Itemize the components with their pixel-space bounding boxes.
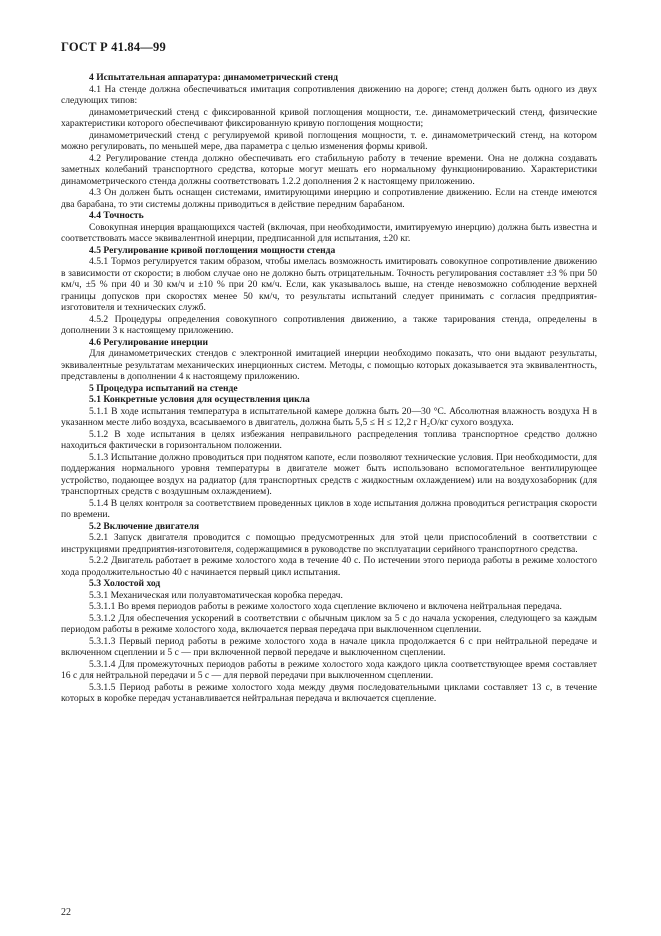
section-heading: 4.4 Точность — [89, 210, 144, 221]
paragraph: 4.3 Он должен быть оснащен системами, имитирующими инерцию и сопротивление движению. Если на стенде имеются два барабана, то эти системы должны приводиться в действие передним барабаном. — [61, 187, 597, 210]
section-heading: 4.5 Регулирование кривой поглощения мощности стенда — [89, 244, 336, 256]
page-number: 22 — [61, 907, 71, 918]
section-heading: 4 Испытательная аппаратура: динамометрический стенд — [89, 72, 339, 83]
paragraph: 4.1 На стенде должна обеспечиваться имитация сопротивления движению на дороге; стенд должен быть одного из двух следующих типов: — [61, 83, 597, 106]
paragraph: 4.5.1 Тормоз регулируется таким образом, чтобы имелась возможность имитировать совокупное сопротивление движению в зависимости от скорости; в любом случае оно не должно быть отрицательным. Точность регулирования составляет ±3 % при 50 км/ч, ±5 % при 40 и 30 км/ч и ±10 % при 20 км/ч. Если, как указывалось выше, на стенде невозможно соблюдение верхней границы допусков при скоростях менее 50 км/ч, то результаты испытаний следует принимать с согласия предприятия-изготовителя и технических служб. — [61, 256, 597, 313]
paragraph: 5.3.1.1 Во время периодов работы в режиме холостого хода сцепление включено и включена нейтральная передача. — [89, 601, 562, 612]
paragraph: динамометрический стенд с регулируемой кривой поглощения мощности, т. е. динамометрический стенд, на котором можно регулировать, по меньшей мере, два параметра с целью изменения формы кривой. — [61, 129, 597, 152]
paragraph: 5.3.1.2 Для обеспечения ускорений в соответствии с обычным циклом за 5 с до начала ускорения, следующего за каждым периодом работы в режиме холостого хода, включается первая передача при выключенном сцеплении. — [61, 612, 597, 635]
section-heading: 4.6 Регулирование инерции — [89, 336, 209, 348]
paragraph: 5.3.1.5 Период работы в режиме холостого хода между двумя последовательными циклами составляет 13 с, в течение которых в коробке передач устанавливается нейтральная передача и включается сцепление. — [61, 681, 597, 704]
section-heading: 5.1 Конкретные условия для осуществления цикла — [89, 394, 310, 405]
paragraph: 5.3.1.4 Для промежуточных периодов работы в режиме холостого хода каждого цикла соответствующее время составляет 16 с для нейтральной передачи и 5 с — для первой передачи при выключенном сцеплении. — [61, 658, 597, 681]
document-header: ГОСТ Р 41.84—99 — [61, 40, 166, 54]
paragraph: 5.2.2 Двигатель работает в режиме холостого хода в течение 40 с. По истечении этого периода работы в режиме холостого хода продолжительностью 40 с начинается первый цикл испытания. — [61, 555, 597, 578]
paragraph: 4.5.2 Процедуры определения совокупного сопротивления движению, а также тарирования стенда, определены в дополнении 3 к настоящему приложению. — [61, 313, 597, 336]
document-body — [61, 72, 597, 705]
paragraph: 5.3.1 Механическая или полуавтоматическая коробка передач. — [89, 589, 343, 601]
paragraph: 4.2 Регулирование стенда должно обеспечивать его стабильную работу в течение времени. Она не должна создавать заметных колебаний транспортного средства, которые могут мешать его нормальному функционированию. Характеристики динамометрического стенда должны соответствовать 1.2.2 дополнения 2 к настоящему приложению. — [61, 152, 597, 187]
paragraph: Совокупная инерция вращающихся частей (включая, при необходимости, имитируемую инерцию) должна быть известна и соответствовать массе эквивалентной инерции, предписанной для испытания, ±20 кг. — [61, 221, 597, 244]
section-heading: 5.3 Холостой ход — [89, 578, 161, 589]
paragraph: 5.1.1 В ходе испытания температура в испытательной камере должна быть 20—30 °С. Абсолютная влажность воздуха H в указанном месте либо воздуха, всасываемого в двигатель, должна быть 5,5 ≤ H ≤ 12,2 г H₂O/кг сухого воздуха. — [61, 405, 597, 428]
paragraph: динамометрический стенд с фиксированной кривой поглощения мощности, т.е. динамометрический стенд, физические характеристики которого обеспечивают фиксированную кривую поглощения мощности; — [61, 106, 597, 129]
paragraph: 5.1.4 В целях контроля за соответствием проведенных циклов в ходе испытания должна проводиться регистрация скорости по времени. — [61, 497, 597, 520]
paragraph: 5.3.1.3 Первый период работы в режиме холостого хода в начале цикла продолжается 6 с при нейтральной передаче и включенном сцеплении и 5 с — при включенной первой передаче и выключенном сцеплении. — [61, 635, 597, 658]
paragraph: Для динамометрических стендов с электронной имитацией инерции необходимо показать, что они выдают результаты, эквивалентные результатам механических инерционных систем. Методы, с помощью которых доказывается эта эквивалентность, представлены в дополнении 4 к настоящему приложению. — [61, 348, 597, 382]
paragraph: 5.2.1 Запуск двигателя проводится с помощью предусмотренных для этой цели приспособлений в соответствии с инструкциями предприятия-изготовителя, содержащимися в руководстве по эксплуатации серийного транспортного средства. — [61, 532, 597, 555]
section-heading: 5 Процедура испытаний на стенде — [89, 382, 238, 394]
paragraph: 5.1.2 В ходе испытания в целях избежания неправильного распределения топлива транспортное средство должно находиться фактически в горизонтальном положении. — [61, 428, 597, 451]
section-heading: 5.2 Включение двигателя — [89, 520, 200, 532]
paragraph: 5.1.3 Испытание должно проводиться при поднятом капоте, если позволяют технические условия. При необходимости, для поддержания нормального уровня температуры в двигателе может быть использовано вспомогательное вентилирующее устройство, подающее воздух на радиатор (для транспортных средств с жидкостным охлаждением) или на воздухозаборник (для транспортных средств с воздушным охлаждением). — [61, 451, 597, 497]
